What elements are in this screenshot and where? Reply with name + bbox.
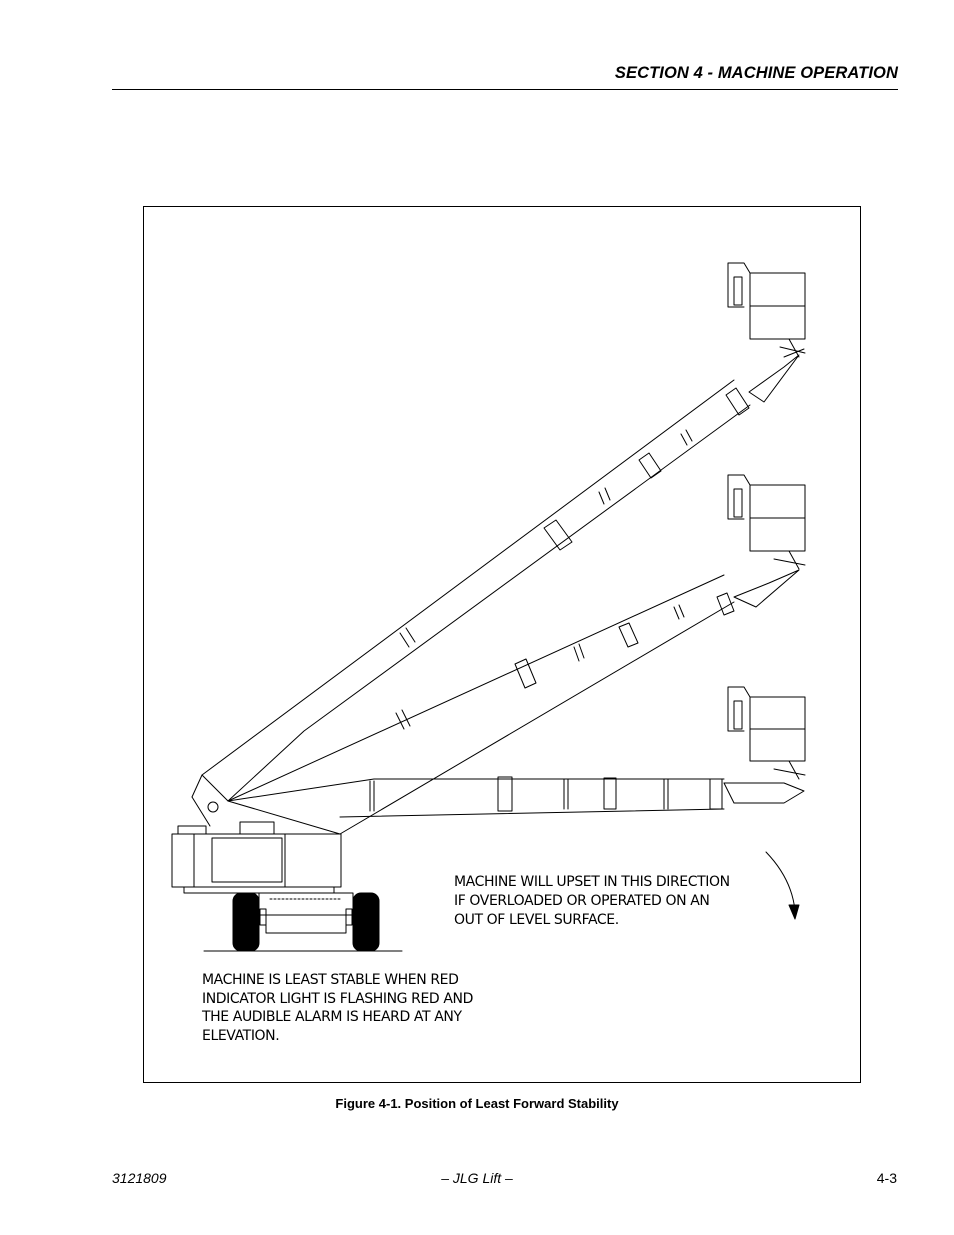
chassis-lower (266, 915, 346, 933)
upset-arrow-curve (766, 852, 795, 911)
boom-mid-collar-3 (717, 593, 734, 615)
turntable-base (184, 887, 334, 893)
front-tire (353, 893, 379, 951)
stability-note-line: MACHINE IS LEAST STABLE WHEN RED (202, 972, 459, 988)
turntable-top (240, 822, 274, 834)
boom-high-joint-2 (599, 488, 610, 504)
platform-low-gate (728, 687, 750, 731)
boom-high-joint (400, 628, 415, 647)
boom-low-collar-3 (710, 779, 722, 809)
boom-mid-joint-2 (574, 644, 584, 661)
chassis-upper (259, 893, 353, 915)
boom-high-collar-3 (726, 388, 749, 415)
boom-mid-collar-2 (619, 623, 638, 647)
boom-low (228, 779, 724, 817)
boom-mast-2 (192, 797, 210, 826)
stability-note-line: INDICATOR LIGHT IS FLASHING RED AND (202, 990, 473, 1007)
rear-tire (233, 893, 259, 951)
platform-high-mount (780, 339, 805, 357)
stability-note-line: ELEVATION. (202, 1027, 280, 1044)
upset-note-line: MACHINE WILL UPSET IN THIS DIRECTION (454, 874, 730, 890)
boom-pivot (208, 802, 218, 812)
axle-left (260, 909, 266, 925)
platform-high-gate (728, 263, 750, 307)
turntable-cap (178, 826, 206, 834)
upset-note-line: OUT OF LEVEL SURFACE. (454, 912, 619, 928)
footer-publisher: – JLG Lift – (441, 1170, 513, 1186)
boom-high-jib (749, 355, 799, 402)
stability-note-line: THE AUDIBLE ALARM IS HEARD AT ANY (202, 1009, 462, 1025)
least-stable-note (202, 971, 473, 1045)
page-number: 4-3 (876, 1170, 897, 1186)
upset-direction-note (454, 873, 730, 930)
figure-frame (143, 206, 861, 1083)
header-rule (112, 89, 898, 90)
platform-mid-mount (774, 551, 805, 569)
section-title: SECTION 4 - MACHINE OPERATION (614, 64, 898, 82)
platform-high-control (734, 277, 742, 305)
boom-high-joint-3 (681, 430, 692, 445)
boom-low-collar-2 (604, 778, 616, 809)
boom-mid-jib (734, 570, 799, 607)
boom-low-joint (370, 781, 374, 811)
boom-mid-collar (515, 659, 536, 688)
turntable-panel (212, 838, 282, 882)
doc-number: 3121809 (112, 1170, 167, 1186)
axle-right (346, 909, 352, 925)
platform-mid-gate (728, 475, 750, 519)
upset-note-line: IF OVERLOADED OR OPERATED ON AN (454, 893, 710, 909)
boom-low-collar (498, 777, 512, 811)
turntable-body (172, 834, 341, 887)
boom-lift-illustration (144, 207, 862, 1084)
upset-arrow-head (789, 905, 799, 919)
boom-mid (228, 575, 734, 834)
boom-low-jib (724, 783, 804, 803)
figure-caption: Figure 4-1. Position of Least Forward Stability (335, 1096, 619, 1111)
boom-mid-joint-3 (674, 605, 684, 619)
platform-mid-control (734, 489, 742, 517)
platform-low-mount (774, 761, 805, 779)
platform-low-control (734, 701, 742, 729)
boom-high (202, 380, 750, 801)
boom-high-collar-2 (639, 453, 661, 478)
boom-low-joint-3 (664, 779, 668, 809)
boom-low-joint-2 (564, 779, 568, 809)
